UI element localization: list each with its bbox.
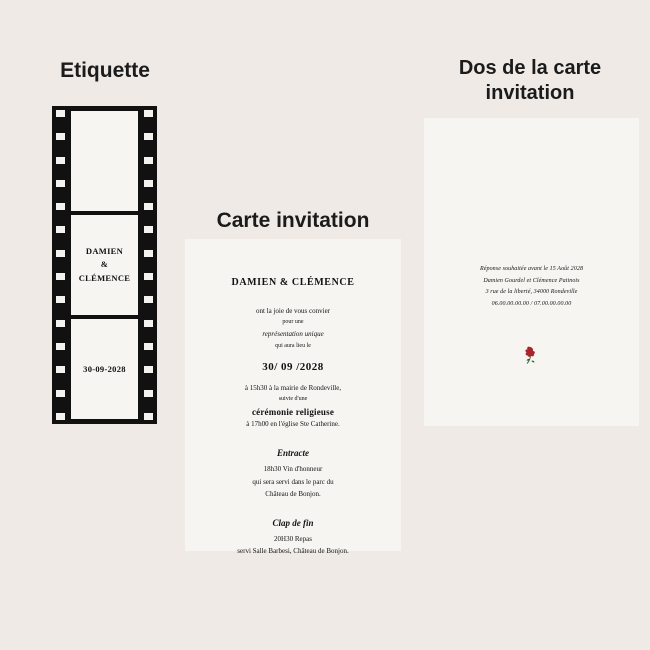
perforation: [56, 390, 65, 397]
dos-line-reponse: Réponse souhaitée avant le 15 Août 2028: [479, 266, 584, 272]
dos-carte-title-line-1: Dos de la carte: [458, 57, 602, 79]
etiquette-date: 30-09-2028: [83, 364, 126, 374]
perforation: [144, 296, 153, 303]
dos-line-address: 3 rue de la liberté, 34000 Rondeville: [485, 289, 578, 296]
perforation: [56, 366, 65, 373]
dos-carte-card: [424, 118, 639, 426]
dos-carte-title: [418, 56, 642, 106]
carte-invitation-title: Carte invitation: [216, 209, 370, 232]
perforation: [144, 366, 153, 373]
perforation: [56, 413, 65, 420]
perforation: [144, 390, 153, 397]
perforation: [144, 273, 153, 280]
film-frame-blank: [71, 111, 138, 211]
perforation: [144, 157, 153, 164]
perforation: [56, 157, 65, 164]
perforation: [56, 250, 65, 257]
etiquette-name-2: CLÉMENCE: [78, 272, 131, 283]
film-perforations-right: [144, 110, 153, 420]
perforation: [144, 180, 153, 187]
carte-clap-line-2: servi Salle Barbesi, Château de Bonjon.: [237, 547, 349, 556]
dos-carte-title-line-2: invitation: [485, 82, 575, 104]
carte-clap-line-1: 20H30 Repas: [274, 535, 312, 544]
etiquette-title: Etiquette: [60, 59, 150, 82]
film-frame-date: [71, 319, 138, 419]
perforation: [56, 180, 65, 187]
perforation: [144, 133, 153, 140]
perforation: [144, 226, 153, 233]
perforation: [56, 273, 65, 280]
carte-clap-heading: Clap de fin: [272, 518, 314, 529]
carte-line-pour-une: pour une: [282, 319, 304, 326]
carte-date: 30/ 09 /2028: [262, 360, 324, 373]
perforation: [56, 343, 65, 350]
film-frame-names: [71, 215, 138, 315]
carte-line-representation: représentation unique: [262, 330, 324, 339]
carte-entracte-line-1: 18h30 Vin d'honneur: [263, 465, 323, 474]
etiquette-ampersand: &: [100, 259, 109, 270]
perforation: [56, 133, 65, 140]
perforation: [144, 413, 153, 420]
film-frames: [71, 111, 138, 419]
dos-line-phones: 06.00.00.00.00 / 07.00.00.00.00: [491, 301, 572, 308]
carte-ceremonie-detail: à 17h00 en l'église Ste Catherine.: [246, 420, 340, 429]
carte-line-convier: ont la joie de vous convier: [255, 307, 331, 315]
carte-invitation-card: [185, 239, 401, 556]
carte-names: DAMIEN & CLÉMENCE: [231, 277, 355, 288]
perforation: [144, 110, 153, 117]
perforation: [56, 320, 65, 327]
perforation: [144, 203, 153, 210]
carte-entracte-line-3: Château de Bonjon.: [265, 489, 321, 498]
perforation: [56, 226, 65, 233]
carte-entracte-heading: Entracte: [276, 448, 309, 459]
perforation: [144, 343, 153, 350]
perforation: [144, 250, 153, 257]
carte-ceremonie: cérémonie religieuse: [251, 407, 335, 418]
carte-line-qui-aura-lieu: qui aura lieu le: [275, 342, 311, 349]
carte-entracte-line-2: qui sera servi dans le parc du: [252, 477, 334, 486]
film-perforations-left: [56, 110, 65, 420]
carte-detail-mairie: à 15h30 à la mairie de Rondeville,: [244, 383, 342, 392]
etiquette-name-1: DAMIEN: [85, 245, 124, 256]
dos-line-names: Damien Gourdel et Clémence Patinois: [483, 277, 580, 284]
carte-detail-suivie: suivie d'une: [278, 395, 308, 402]
rose-icon: [519, 344, 545, 366]
perforation: [144, 320, 153, 327]
film-strip-label: [52, 106, 157, 424]
perforation: [56, 110, 65, 117]
perforation: [56, 203, 65, 210]
perforation: [56, 296, 65, 303]
